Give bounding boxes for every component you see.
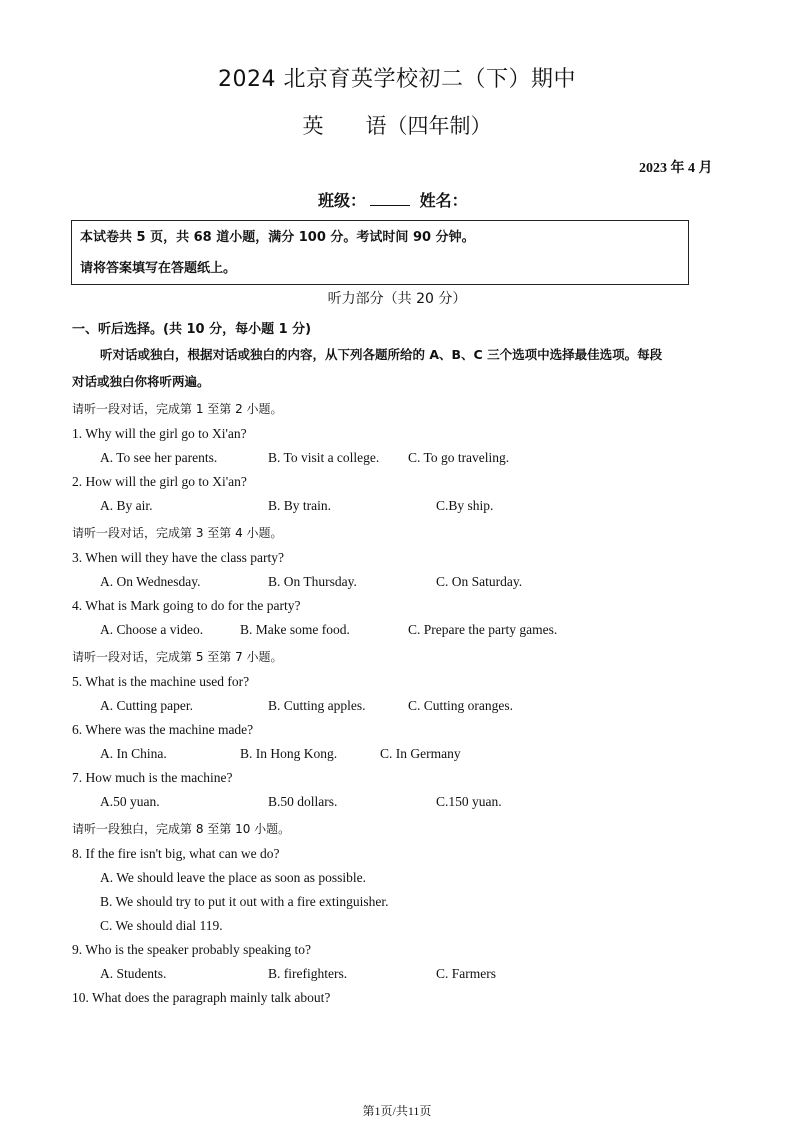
notice-line-2: 请将答案填写在答题纸上。 [80,261,237,276]
q7-option-b[interactable]: B.50 dollars. [268,794,338,809]
q1-option-b[interactable]: B. To visit a college. [268,450,380,465]
name-label: 姓名： [419,191,468,210]
q9-option-a[interactable]: A. Students. [100,966,167,981]
q8-option-c[interactable]: C. We should dial 119. [100,918,223,933]
prompt-2: 请听一段对话，完成第 3 至第 4 小题。 [72,526,283,540]
q3-option-b[interactable]: B. On Thursday. [268,574,357,589]
prompt-4: 请听一段独白，完成第 8 至第 10 小题。 [72,822,291,836]
q5-option-b[interactable]: B. Cutting apples. [268,698,366,713]
listening-heading: 听力部分（共 20 分） [327,291,467,307]
question-1: 1. Why will the girl go to Xi'an? [72,426,247,441]
q4-option-c[interactable]: C. Prepare the party games. [408,622,558,637]
question-10: 10. What does the paragraph mainly talk about? [72,990,331,1005]
q8-option-b[interactable]: B. We should try to put it out with a fire extinguisher. [100,894,389,909]
q9-option-c[interactable]: C. Farmers [436,966,496,981]
class-label: 班级： [318,191,367,210]
q3-option-a[interactable]: A. On Wednesday. [100,574,201,589]
page-number: 第1页/共11页 [362,1104,432,1118]
q6-option-a[interactable]: A. In China. [100,746,167,761]
prompt-3: 请听一段对话，完成第 5 至第 7 小题。 [72,650,283,664]
prompt-1: 请听一段对话，完成第 1 至第 2 小题。 [72,402,283,416]
question-3: 3. When will they have the class party? [72,550,284,565]
q7-option-a[interactable]: A.50 yuan. [100,794,160,809]
student-info [318,188,468,211]
q2-option-c[interactable]: C.By ship. [436,498,494,513]
q7-option-c[interactable]: C.150 yuan. [436,794,502,809]
q3-option-c[interactable]: C. On Saturday. [436,574,523,589]
question-9: 9. Who is the speaker probably speaking to? [72,942,311,957]
q6-option-c[interactable]: C. In Germany [380,746,461,761]
q1-option-c[interactable]: C. To go traveling. [408,450,510,465]
exam-title: 2024 北京育英学校初二（下）期中 [218,67,576,92]
instruction-line-1: 听对话或独白，根据对话或独白的内容，从下列各题所给的 A、B、C 三个选项中选择最佳选项。每段 [100,347,663,362]
class-blank[interactable] [370,191,410,206]
q9-option-b[interactable]: B. firefighters. [268,966,348,981]
q5-option-c[interactable]: C. Cutting oranges. [408,698,513,713]
q2-option-b[interactable]: B. By train. [268,498,331,513]
question-6: 6. Where was the machine made? [72,722,254,737]
q4-option-b[interactable]: B. Make some food. [240,622,350,637]
question-8: 8. If the fire isn't big, what can we do? [72,846,280,861]
instruction-line-2: 对话或独白你将听两遍。 [72,374,210,389]
question-5: 5. What is the machine used for? [72,674,250,689]
q1-option-a[interactable]: A. To see her parents. [100,450,218,465]
notice-line-1: 本试卷共 5 页，共 68 道小题，满分 100 分。考试时间 90 分钟。 [80,230,475,245]
q2-option-a[interactable]: A. By air. [100,498,153,513]
q4-option-a[interactable]: A. Choose a video. [100,622,204,637]
q8-option-a[interactable]: A. We should leave the place as soon as possible. [100,870,366,885]
q6-option-b[interactable]: B. In Hong Kong. [240,746,338,761]
part1-title: 一、听后选择。(共 10 分，每小题 1 分) [72,322,312,337]
q5-option-a[interactable]: A. Cutting paper. [100,698,193,713]
question-7: 7. How much is the machine? [72,770,233,785]
exam-subject: 英 语（四年制） [302,114,492,138]
question-4: 4. What is Mark going to do for the party? [72,598,301,613]
exam-date: 2023 年 4 月 [639,161,713,176]
question-2: 2. How will the girl go to Xi'an? [72,474,247,489]
